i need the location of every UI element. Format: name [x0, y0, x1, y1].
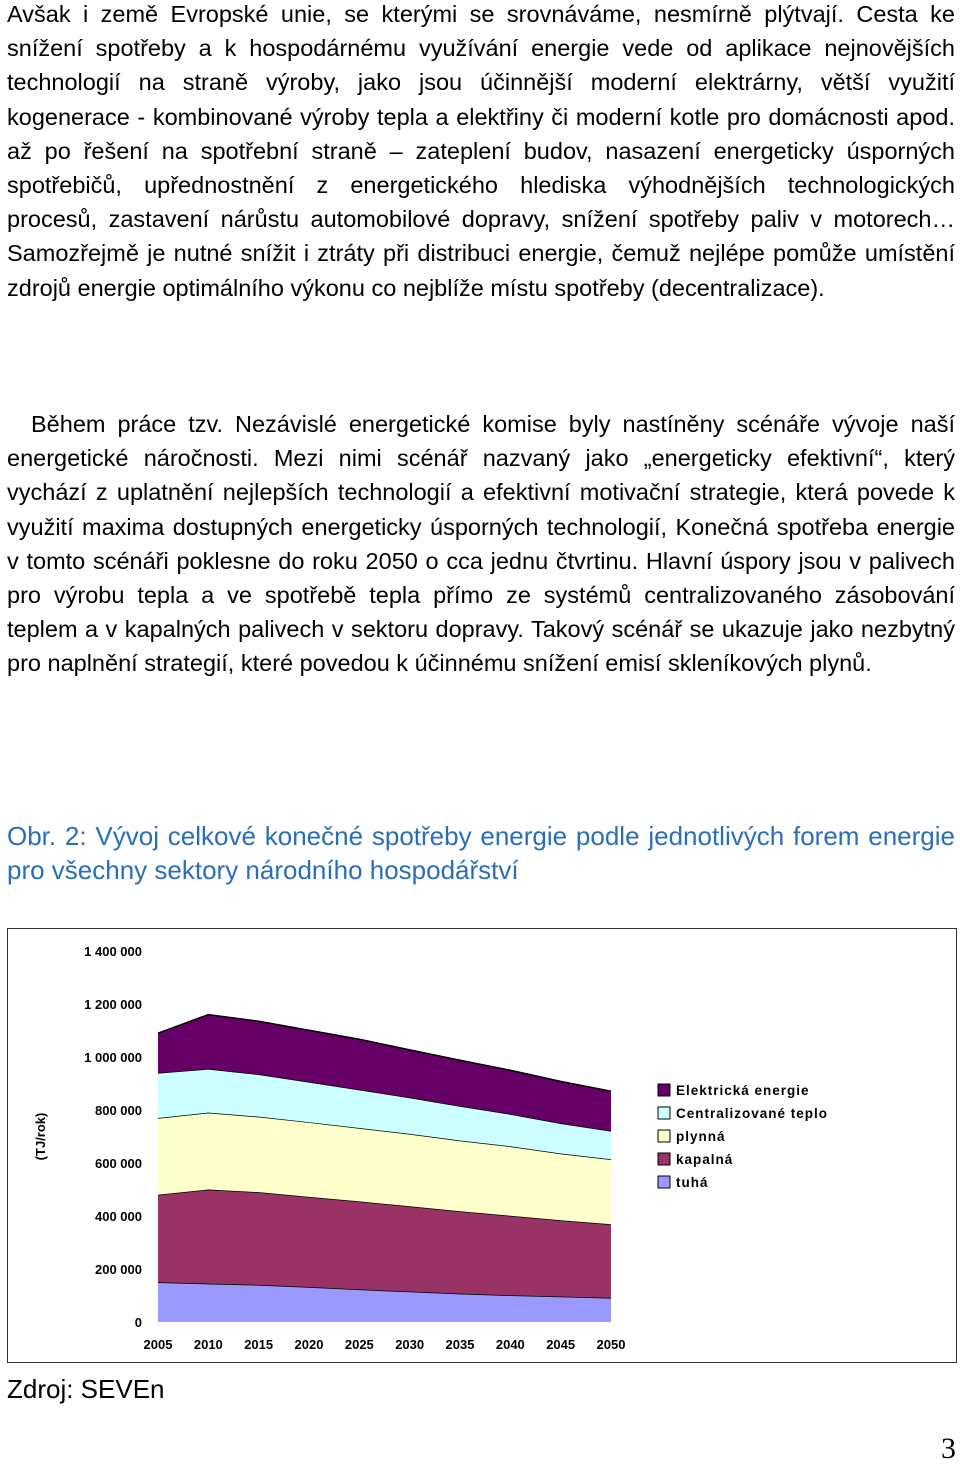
source-note: Zdroj: SEVEn: [7, 1374, 165, 1404]
legend-label: Centralizované teplo: [676, 1106, 829, 1121]
x-tick-label: 2050: [596, 1337, 626, 1352]
legend-swatch: [658, 1176, 670, 1188]
x-tick-label: 2035: [445, 1337, 475, 1352]
y-tick-label: 200 000: [95, 1262, 142, 1277]
legend-swatch: [658, 1153, 670, 1165]
y-tick-label: 800 000: [95, 1103, 142, 1118]
legend-swatch: [658, 1107, 670, 1119]
figure-caption: Obr. 2: Vývoj celkové konečné spotřeby energie podle jednotlivých forem energie pro všechny sektory národního hospodářství: [7, 821, 955, 885]
x-tick-label: 2005: [143, 1337, 173, 1352]
legend-swatch: [658, 1084, 670, 1096]
x-tick-label: 2020: [294, 1337, 324, 1352]
x-tick-label: 2045: [546, 1337, 576, 1352]
x-tick-label: 2010: [193, 1337, 223, 1352]
x-tick-label: 2030: [395, 1337, 425, 1352]
y-tick-label: 1 400 000: [84, 944, 142, 959]
legend-label: Elektrická energie: [676, 1083, 810, 1098]
legend-label: plynná: [676, 1129, 726, 1144]
paragraph-2: Během práce tzv. Nezávislé energetické komise byly nastíněny scénáře vývoje naší energetické náročnosti. Mezi nimi scénář nazvaný jako „energeticky efektivní“, který vychází z uplatnění nejlepších technologií a efektivní motivační strategie, která povede k využití maxima dostupných energeticky úsporných technologií, Konečná spotřeba energie v tomto scénáři poklesne do roku 2050 o cca jednu čtvrtinu. Hlavní úspory jsou v palivech pro výrobu tepla a ve spotřebě tepla přímo ze systémů centralizovaného zásobování teplem a v kapalných palivech v sektoru dopravy. Takový scénář se ukazuje jako nezbytný pro naplnění strategií, které povedou k účinnému snížení emisí skleníkových plynů.: [7, 411, 955, 677]
x-tick-label: 2025: [344, 1337, 374, 1352]
y-axis-label: (TJ/rok): [33, 1112, 48, 1161]
y-tick-label: 1 000 000: [84, 1050, 142, 1065]
legend-swatch: [658, 1130, 670, 1142]
legend-label: kapalná: [676, 1152, 734, 1167]
y-tick-label: 600 000: [95, 1156, 142, 1171]
x-tick-label: 2015: [244, 1337, 274, 1352]
y-tick-label: 0: [134, 1315, 142, 1330]
y-tick-label: 1 200 000: [84, 997, 142, 1012]
paragraph-1: Avšak i země Evropské unie, se kterými se srovnáváme, nesmírně plýtvají. Cesta ke snížení spotřeby a k hospodárnému využívání energie vede od aplikace nejnovějších technologií na straně výroby, jako jsou účinnější moderní elektrárny, větší využití kogenerace - kombinované výroby tepla a elektřiny či moderní kotle pro domácnosti apod. až po řešení na spotřební straně – zateplení budov, nasazení energeticky úsporných spotřebičů, upřednostnění z energetického hlediska výhodnějších technologických procesů, zastavení nárůstu automobilové dopravy, snížení spotřeby paliv v motorech… Samozřejmě je nutné snížit i ztráty při distribuci energie, čemuž nejlépe pomůže umístění zdrojů energie optimálního výkonu co nejblíže místu spotřeby (decentralizace).: [7, 1, 955, 301]
stacked-area-chart: [8, 929, 956, 1362]
y-tick-label: 400 000: [95, 1209, 142, 1224]
page-number: 3: [941, 1432, 956, 1465]
x-tick-label: 2040: [495, 1337, 525, 1352]
legend-label: tuhá: [676, 1175, 709, 1190]
chart-frame: [7, 928, 957, 1363]
